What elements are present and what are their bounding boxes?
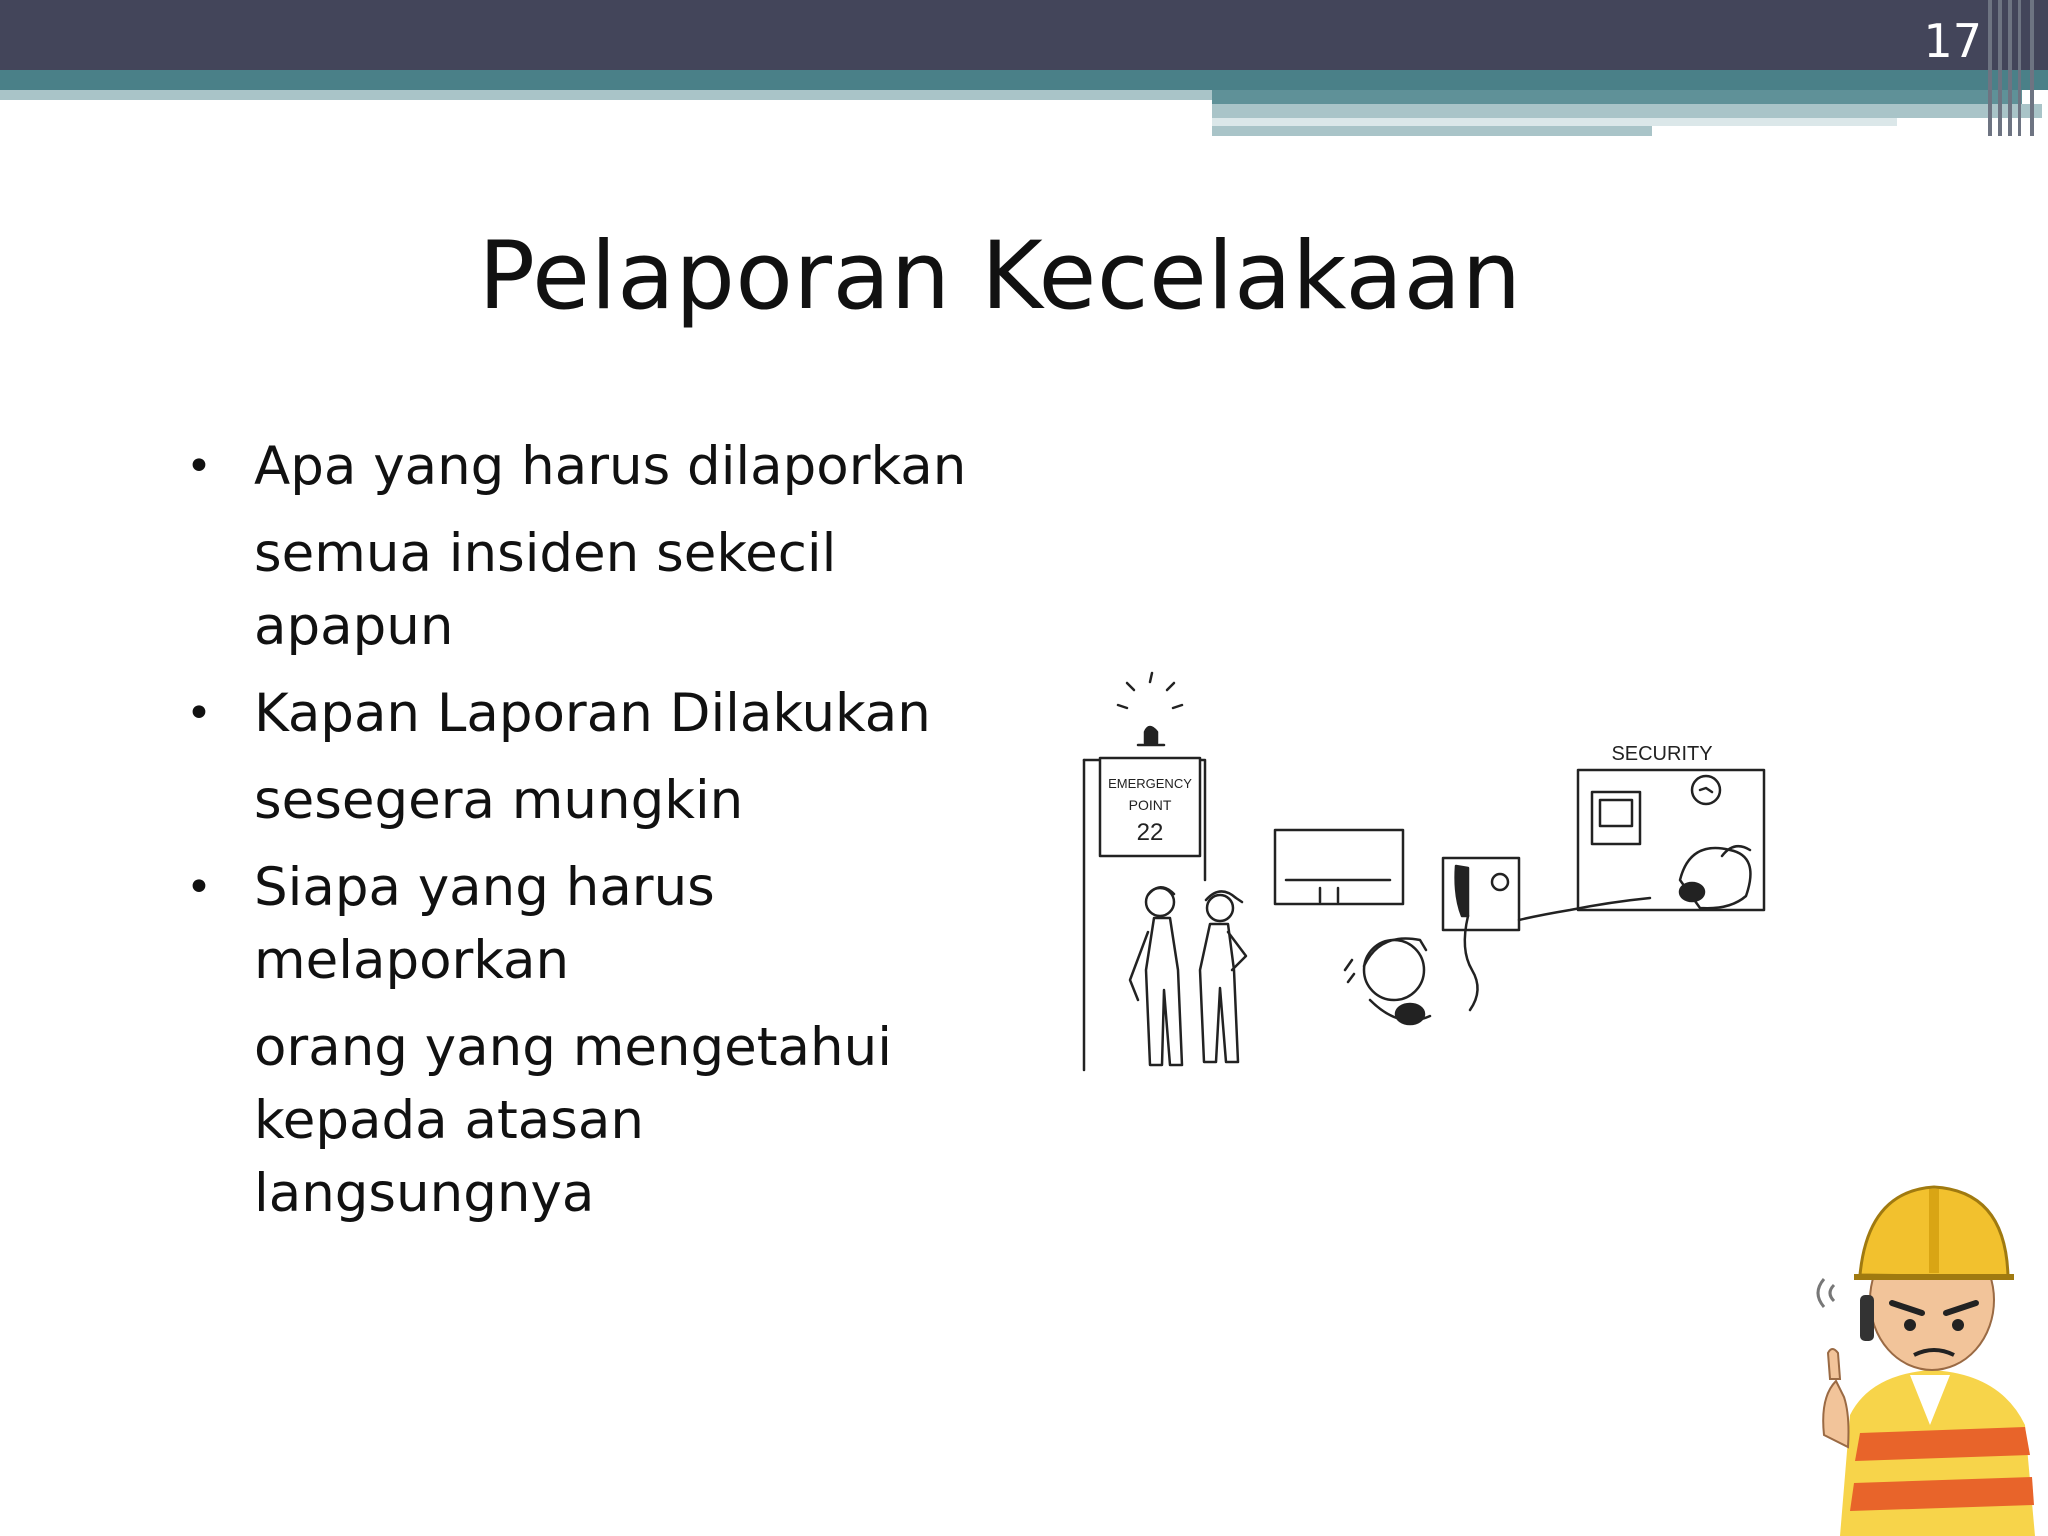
bullet-label: Apa yang harus dilaporkan [254, 436, 967, 497]
phone-icon [1443, 858, 1650, 1010]
bullet-item [180, 851, 970, 997]
security-guard-icon [1680, 846, 1750, 908]
header-bar [0, 0, 2048, 70]
header-stripe [1988, 0, 1992, 136]
worker-figure-icon [1130, 887, 1182, 1065]
bullet-detail: orang yang mengetahui kepada atasan langsungnya [254, 1017, 892, 1224]
bullet-detail: sesegera mungkin [254, 770, 744, 831]
bullet-label: Kapan Laporan Dilakukan [254, 683, 931, 744]
header-stripe [1998, 0, 2002, 136]
emergency-sign-line: POINT [1128, 797, 1172, 813]
siren-icon [1118, 673, 1182, 745]
header-accent-band [1212, 104, 2042, 118]
header-accent-band [0, 90, 1212, 100]
header-stripe [2008, 0, 2012, 136]
bullet-dot-icon: • [186, 441, 212, 492]
bullet-detail: semua insiden sekecil apapun [254, 523, 837, 657]
bullet-label: Siapa yang harus melaporkan [254, 857, 715, 991]
emergency-report-illustration [1070, 670, 1790, 1080]
header-accent-band [1212, 118, 1897, 126]
header-stripe [2018, 0, 2021, 136]
slide-title: Pelaporan Kecelakaan [478, 222, 1522, 331]
worker-on-phone-icon [1345, 938, 1430, 1024]
angry-worker-mascot [1810, 1165, 2048, 1536]
worker-figure-icon [1200, 891, 1246, 1062]
emergency-sign-line: 22 [1136, 819, 1164, 846]
security-label: SECURITY [1611, 743, 1713, 765]
bullet-dot-icon: • [186, 862, 212, 913]
bullet-item [180, 430, 970, 503]
header-accent-band [1212, 126, 1652, 136]
bullet-item [180, 677, 970, 750]
header-stripe [2030, 0, 2034, 136]
bullet-list [180, 430, 970, 1244]
header-accent-band [1212, 90, 2022, 104]
bullet-dot-icon: • [186, 688, 212, 739]
header-accent-band [0, 70, 2048, 90]
emergency-sign-line: EMERGENCY [1108, 776, 1192, 791]
slide-number: 17 [1923, 14, 1982, 68]
